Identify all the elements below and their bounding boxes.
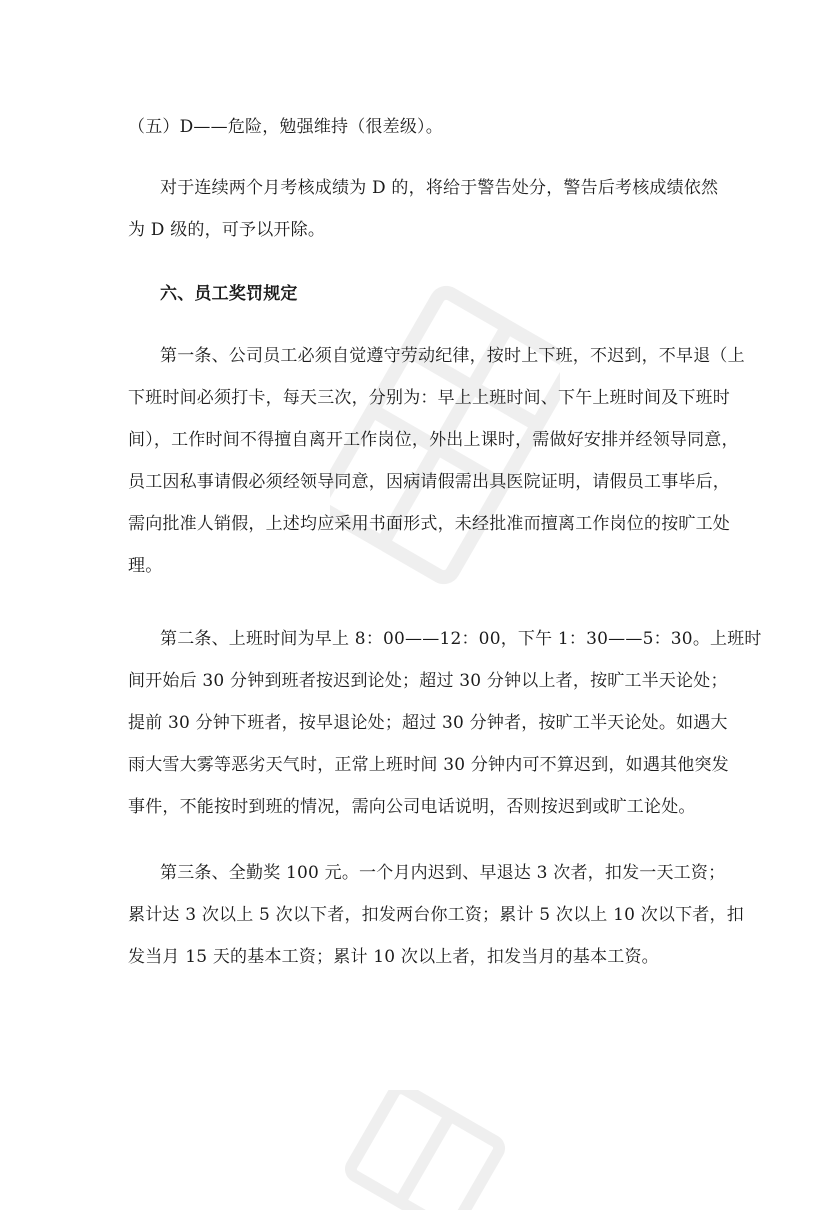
article-1-line-4: 员工因私事请假必须经领导同意，因病请假需出具医院证明，请假员工事毕后， (128, 472, 730, 492)
paragraph-d-grade-line-1: 对于连续两个月考核成绩为 D 的，将给于警告处分，警告后考核成绩依然 (160, 178, 719, 198)
article-3-line-3: 发当月 15 天的基本工资；累计 10 次以上者，扣发当月的基本工资。 (128, 947, 659, 967)
article-3-line-1: 第三条、全勤奖 100 元。一个月内迟到、早退达 3 次者，扣发一天工资； (160, 863, 726, 883)
article-1-line-2: 下班时间必须打卡，每天三次，分别为：早上上班时间、下午上班时间及下班时 (128, 388, 730, 408)
grade-d-line: （五）D——危险，勉强维持（很差级）。 (128, 117, 443, 137)
section-heading: 六、员工奖罚规定 (160, 284, 298, 304)
article-1-line-1: 第一条、公司员工必须自觉遵守劳动纪律，按时上下班，不迟到，不早退（上 (160, 346, 745, 366)
article-2-line-5: 事件，不能按时到班的情况，需向公司电话说明，否则按迟到或旷工论处。 (128, 797, 696, 817)
article-1-line-3: 间），工作时间不得擅自离开工作岗位，外出上课时，需做好安排并经领导同意， (128, 430, 739, 450)
article-2-line-4: 雨大雪大雾等恶劣天气时，正常上班时间 30 分钟内可不算迟到，如遇其他突发 (128, 755, 729, 775)
article-2-line-2: 间开始后 30 分钟到班者按迟到论处；超过 30 分钟以上者，按旷工半天论处； (128, 671, 728, 691)
article-2-line-3: 提前 30 分钟下班者，按早退论处；超过 30 分钟者，按旷工半天论处。如遇大 (128, 713, 728, 733)
article-1-line-5: 需向批准人销假，上述均应采用书面形式，未经批准而擅离工作岗位的按旷工处 (128, 514, 730, 534)
article-2-line-1: 第二条、上班时间为早上 8：00——12：00，下午 1：30——5：30。上班时 (160, 629, 762, 649)
article-1-line-6: 理。 (128, 556, 163, 576)
paragraph-d-grade-line-2: 为 D 级的，可予以开除。 (128, 220, 326, 240)
watermark-bottom-icon (330, 1090, 530, 1210)
article-3-line-2: 累计达 3 次以上 5 次以下者，扣发两台你工资；累计 5 次以上 10 次以下者，扣 (128, 905, 744, 925)
